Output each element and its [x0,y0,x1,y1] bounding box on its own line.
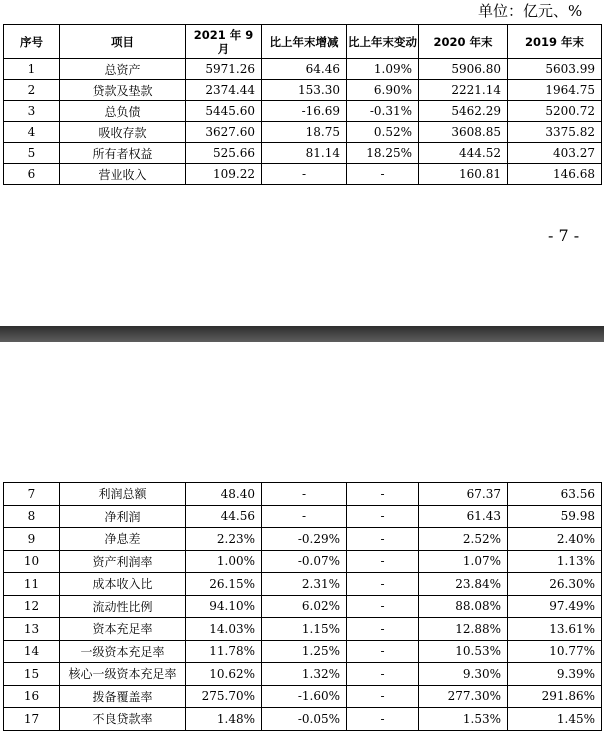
table-row [4,550,602,573]
table-cell: - [347,483,419,506]
table-cell: 1.09% [347,59,419,80]
table-row [4,143,602,164]
table-cell: - [347,164,419,185]
table-cell: 13 [4,618,60,641]
table-cell: 6 [4,164,60,185]
table-cell: 5603.99 [508,59,602,80]
table-cell: 吸收存款 [60,122,186,143]
table-row [4,618,602,641]
table-cell: - [347,528,419,551]
table-cell: 净息差 [60,528,186,551]
table-cell: 1.53% [419,708,508,731]
header-2019-end: 2019 年末 [508,25,602,59]
table-cell: 11 [4,573,60,596]
table-cell: 2.23% [186,528,262,551]
table-cell: 17 [4,708,60,731]
table-cell: 64.46 [262,59,347,80]
table-cell: -0.29% [262,528,347,551]
table-cell: 2.31% [262,573,347,596]
header-change-percent: 比上年末变动 [347,25,419,59]
table-cell: -16.69 [262,101,347,122]
table-cell: 5 [4,143,60,164]
table-cell: 23.84% [419,573,508,596]
table-row [4,164,602,185]
table-cell: 5906.80 [419,59,508,80]
header-2021-sep: 2021 年 9 月 [186,25,262,59]
table-cell: 所有者权益 [60,143,186,164]
table-cell: 10.77% [508,640,602,663]
table-cell: 160.81 [419,164,508,185]
table-cell: 资产利润率 [60,550,186,573]
table-cell: 净利润 [60,505,186,528]
table-cell: 63.56 [508,483,602,506]
unit-label: 单位：亿元、% [478,2,583,20]
table-cell: 16 [4,685,60,708]
table-cell: 1.45% [508,708,602,731]
table-cell: 贷款及垫款 [60,80,186,101]
table-row [4,101,602,122]
table-cell: 5445.60 [186,101,262,122]
table-cell: 67.37 [419,483,508,506]
table-cell: 3608.85 [419,122,508,143]
table-cell: 153.30 [262,80,347,101]
table-cell: - [347,685,419,708]
table-cell: 核心一级资本充足率 [60,663,186,686]
table-cell: 不良贷款率 [60,708,186,731]
table-header-row [4,25,602,59]
table-cell: 5200.72 [508,101,602,122]
table-cell: 1964.75 [508,80,602,101]
table-row [4,528,602,551]
table-cell: 88.08% [419,595,508,618]
table-cell: 81.14 [262,143,347,164]
table-cell: 146.68 [508,164,602,185]
table-cell: 2.52% [419,528,508,551]
table-cell: 12.88% [419,618,508,641]
header-index: 序号 [4,25,60,59]
table-cell: 18.75 [262,122,347,143]
table-cell: 9 [4,528,60,551]
table-cell: 2 [4,80,60,101]
table-cell: 拨备覆盖率 [60,685,186,708]
financial-table-top [3,24,602,185]
table-cell: 0.52% [347,122,419,143]
table-cell: 1.00% [186,550,262,573]
page-break-divider [0,326,604,342]
table-cell: - [347,595,419,618]
header-change-amount: 比上年末增减 [262,25,347,59]
financial-table-bottom [3,482,602,731]
table-cell: 26.30% [508,573,602,596]
table-cell: 1.48% [186,708,262,731]
table-row [4,663,602,686]
table-cell: 13.61% [508,618,602,641]
table-cell: 9.39% [508,663,602,686]
table-cell: 14 [4,640,60,663]
table-row [4,573,602,596]
table-cell: 一级资本充足率 [60,640,186,663]
table-cell: - [347,663,419,686]
table-cell: 1.25% [262,640,347,663]
table-cell: 525.66 [186,143,262,164]
table-cell: 2374.44 [186,80,262,101]
table-cell: - [347,573,419,596]
table-cell: 14.03% [186,618,262,641]
table-cell: 2.40% [508,528,602,551]
table-cell: 18.25% [347,143,419,164]
table-cell: 10 [4,550,60,573]
table-cell: -0.31% [347,101,419,122]
table-cell: 15 [4,663,60,686]
table-row [4,505,602,528]
table-cell: 59.98 [508,505,602,528]
table-cell: 8 [4,505,60,528]
table-cell: - [347,550,419,573]
table-cell: 营业收入 [60,164,186,185]
table-cell: 109.22 [186,164,262,185]
table-cell: 10.62% [186,663,262,686]
table-cell: 成本收入比 [60,573,186,596]
table-cell: 11.78% [186,640,262,663]
table-cell: 12 [4,595,60,618]
table-row [4,708,602,731]
table-cell: 3 [4,101,60,122]
table-cell: 10.53% [419,640,508,663]
table-cell: 1 [4,59,60,80]
table-cell: 291.86% [508,685,602,708]
table-cell: 1.13% [508,550,602,573]
table-cell: 2221.14 [419,80,508,101]
table-cell: 97.49% [508,595,602,618]
table-row [4,685,602,708]
table-cell: -0.07% [262,550,347,573]
table-cell: 4 [4,122,60,143]
table-cell: 3627.60 [186,122,262,143]
table-cell: 275.70% [186,685,262,708]
table-cell: 48.40 [186,483,262,506]
table-cell: - [347,708,419,731]
table-cell: 6.90% [347,80,419,101]
table-cell: - [347,640,419,663]
table-cell: 资本充足率 [60,618,186,641]
table-row [4,80,602,101]
table-cell: - [262,505,347,528]
table-cell: 利润总额 [60,483,186,506]
table-cell: 44.56 [186,505,262,528]
table-cell: 26.15% [186,573,262,596]
table-cell: -0.05% [262,708,347,731]
table-cell: 总负债 [60,101,186,122]
table-cell: - [262,164,347,185]
table-cell: 6.02% [262,595,347,618]
table-cell: - [347,618,419,641]
table-cell: 277.30% [419,685,508,708]
table-cell: 9.30% [419,663,508,686]
table-row [4,640,602,663]
table-row [4,595,602,618]
page-number: - 7 - [548,226,580,245]
header-2020-end: 2020 年末 [419,25,508,59]
table-cell: 94.10% [186,595,262,618]
table-cell: 1.07% [419,550,508,573]
table-cell: 3375.82 [508,122,602,143]
table-cell: 403.27 [508,143,602,164]
table-cell: 5462.29 [419,101,508,122]
table-row [4,483,602,506]
table-cell: - [262,483,347,506]
table-cell: 5971.26 [186,59,262,80]
table-cell: 1.32% [262,663,347,686]
header-item: 项目 [60,25,186,59]
table-cell: 总资产 [60,59,186,80]
table-cell: -1.60% [262,685,347,708]
table-cell: - [347,505,419,528]
table-cell: 444.52 [419,143,508,164]
table-row [4,59,602,80]
table-cell: 7 [4,483,60,506]
table-row [4,122,602,143]
table-cell: 流动性比例 [60,595,186,618]
table-cell: 1.15% [262,618,347,641]
table-cell: 61.43 [419,505,508,528]
